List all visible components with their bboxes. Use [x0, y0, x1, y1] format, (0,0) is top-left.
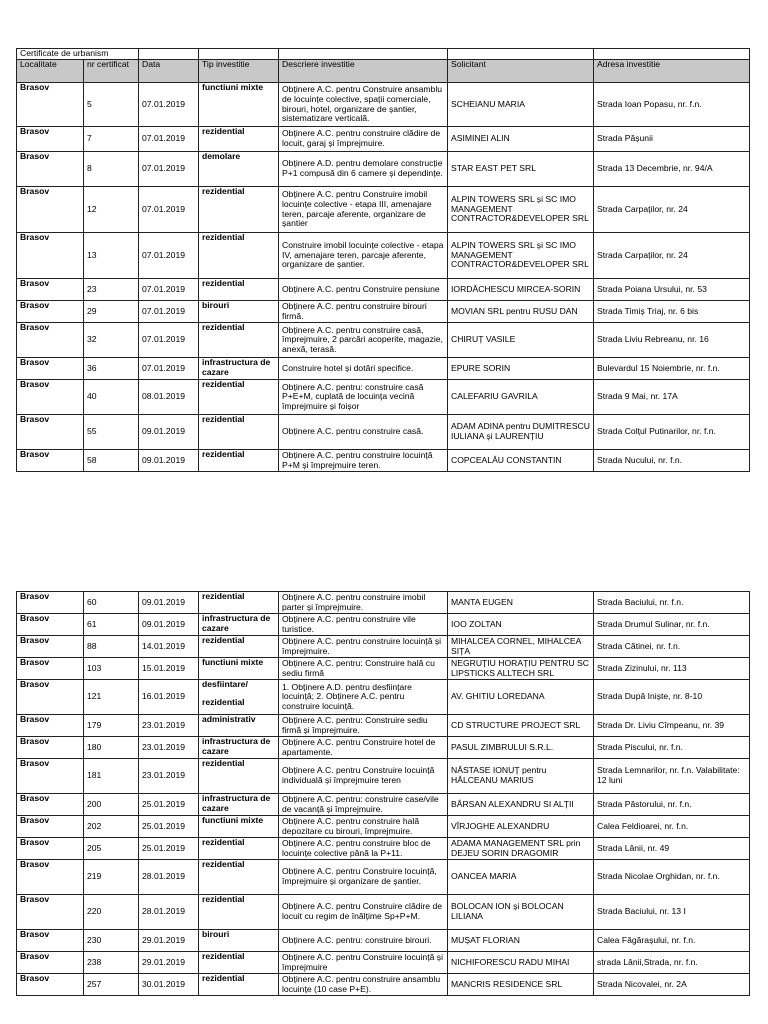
cell-localitate: Brasov [17, 415, 84, 450]
cell-solicitant: PASUL ZIMBRULUI S.R.L. [448, 737, 594, 759]
cell-adresa: Calea Feldioarei, nr. f.n. [594, 816, 750, 838]
cell-descriere: Obținere A.C. pentru construire birouri firmă. [279, 301, 448, 323]
table-row [17, 358, 750, 380]
table-row [17, 636, 750, 658]
cell-tip-investitie [199, 415, 279, 450]
tip-label: rezidential [202, 126, 245, 136]
cell-tip-investitie [199, 838, 279, 860]
cell-nr-certificat: 238 [84, 952, 139, 974]
cell-localitate: Brasov [17, 816, 84, 838]
cell-solicitant: BÂRSAN ALEXANDRU SI ALȚII [448, 794, 594, 816]
cell-adresa: Strada 13 Decembrie, nr. 94/A [594, 152, 750, 187]
cell-localitate: Brasov [17, 358, 84, 380]
cell-localitate: Brasov [17, 592, 84, 614]
cell-solicitant: NEGRUȚIU HORAȚIU PENTRU SC LIPSTICKS ALLTECH SRL [448, 658, 594, 680]
cell-tip-investitie [199, 952, 279, 974]
cell-solicitant: ASIMINEI ALIN [448, 127, 594, 152]
table-row [17, 895, 750, 930]
cell-adresa: strada Lânii,Strada, nr. f.n. [594, 952, 750, 974]
cell-nr-certificat: 257 [84, 974, 139, 996]
table-row [17, 838, 750, 860]
table-row [17, 127, 750, 152]
tip-label: desfiintare/ [202, 679, 248, 689]
cell-nr-certificat: 205 [84, 838, 139, 860]
cell-descriere: Obținere A.C. pentru Construire locuință individuală și împrejmuire teren [279, 759, 448, 794]
cell-tip-investitie [199, 759, 279, 794]
cell-solicitant: ADAM ADINA pentru DUMITRESCU IULIANA și LAURENȚIU [448, 415, 594, 450]
cell-adresa: Strada Lânii, nr. 49 [594, 838, 750, 860]
cell-nr-certificat: 219 [84, 860, 139, 895]
table-row [17, 279, 750, 301]
tip-label: administrativ [202, 714, 256, 724]
cell-nr-certificat: 32 [84, 323, 139, 358]
cell-solicitant: IORDĂCHESCU MIRCEA-SORIN [448, 279, 594, 301]
cell-adresa: Strada Piscului, nr. f.n. [594, 737, 750, 759]
cell-descriere: Obținere A.C. pentru: Construire hală cu sediu firmă [279, 658, 448, 680]
cell-adresa: Strada Ioan Popasu, nr. f.n. [594, 83, 750, 127]
cell-descriere: 1. Obținere A.D. pentru desființare locuință; 2. Obținere A.C. pentru construire locuință. [279, 680, 448, 715]
table-row [17, 680, 750, 715]
header-nr-certificat: nr certificat [84, 60, 139, 83]
cell-localitate: Brasov [17, 450, 84, 472]
cell-data: 23.01.2019 [139, 737, 199, 759]
cell-descriere: Obținere A.C. pentru: construire case/vile de vacanță și împrejmuire. [279, 794, 448, 816]
cell-localitate: Brasov [17, 127, 84, 152]
cell-data: 23.01.2019 [139, 759, 199, 794]
cell-descriere: Construire hotel și dotări specifice. [279, 358, 448, 380]
cell-tip-investitie [199, 895, 279, 930]
cell-descriere: Obținere A.C. pentru: construire casă P+E+M, cuplată de locuința vecină împrejmuire și foișor [279, 380, 448, 415]
cell-nr-certificat: 23 [84, 279, 139, 301]
table-row [17, 952, 750, 974]
cell-descriere: Obținere A.C. pentru Construire clădire de locuit cu regim de înălțime Sp+P+M. [279, 895, 448, 930]
cell-localitate: Brasov [17, 83, 84, 127]
cell-adresa: Strada Nicovalei, nr. 2A [594, 974, 750, 996]
cell-nr-certificat: 179 [84, 715, 139, 737]
cell-descriere: Obținere A.C. pentru construire bloc de locuințe colective până la P+11. [279, 838, 448, 860]
cell-descriere: Obținere A.C. pentru construire locuință P+M și împrejmuire teren. [279, 450, 448, 472]
cell-tip-investitie [199, 152, 279, 187]
cell-solicitant: CALEFARIU GAVRILA [448, 380, 594, 415]
cell-tip-investitie [199, 816, 279, 838]
cell-localitate: Brasov [17, 233, 84, 279]
table-row [17, 930, 750, 952]
cell-solicitant: NĂSTASE IONUȚ pentru HĂLCEANU MARIUS [448, 759, 594, 794]
tip-label: rezidential [202, 379, 245, 389]
cell-adresa: Strada Nicolae Orghidan, nr. f.n. [594, 860, 750, 895]
cell-localitate: Brasov [17, 860, 84, 895]
cell-nr-certificat: 220 [84, 895, 139, 930]
cell-localitate: Brasov [17, 930, 84, 952]
cell-localitate: Brasov [17, 759, 84, 794]
cell-adresa: Strada Baciului, nr. 13 I [594, 895, 750, 930]
cell-descriere: Obținere A.C. pentru Construire pensiune [279, 279, 448, 301]
cell-data: 09.01.2019 [139, 614, 199, 636]
table-row [17, 450, 750, 472]
table-row [17, 860, 750, 895]
cell-localitate: Brasov [17, 680, 84, 715]
cell-localitate: Brasov [17, 974, 84, 996]
table-row [17, 737, 750, 759]
tip-label: rezidential [202, 635, 245, 645]
table-row [17, 715, 750, 737]
tip-label: birouri [202, 929, 230, 939]
cell-nr-certificat: 230 [84, 930, 139, 952]
cell-data: 07.01.2019 [139, 152, 199, 187]
header-tip-investitie: Tip investitie [199, 60, 279, 83]
cell-data: 28.01.2019 [139, 895, 199, 930]
tip-label: rezidential [202, 186, 245, 196]
table-row [17, 380, 750, 415]
header-row [17, 60, 750, 83]
tip-label: rezidential [202, 591, 245, 601]
cell-descriere: Obținere A.D. pentru demolare construcție P+1 compusă din 6 camere și dependințe. [279, 152, 448, 187]
cell-adresa: Strada Timiș Triaj, nr. 6 bis [594, 301, 750, 323]
cell-nr-certificat: 180 [84, 737, 139, 759]
cell-tip-investitie [199, 279, 279, 301]
cell-localitate: Brasov [17, 152, 84, 187]
cell-tip-investitie [199, 636, 279, 658]
header-solicitant: Solicitant [448, 60, 594, 83]
cell-data: 25.01.2019 [139, 794, 199, 816]
tip-label: rezidential [202, 951, 245, 961]
cell-localitate: Brasov [17, 658, 84, 680]
cell-adresa: Strada Nucului, nr. f.n. [594, 450, 750, 472]
table-row [17, 816, 750, 838]
cell-tip-investitie [199, 737, 279, 759]
cell-localitate: Brasov [17, 301, 84, 323]
cell-descriere: Obținere A.C. pentru construire ansamblu locuințe (10 case P+E). [279, 974, 448, 996]
cell-adresa: Strada Colțul Putinarilor, nr. f.n. [594, 415, 750, 450]
cell-nr-certificat: 36 [84, 358, 139, 380]
cell-descriere: Obținere A.C. pentru construire locuință și împrejmuire. [279, 636, 448, 658]
cell-data: 29.01.2019 [139, 930, 199, 952]
cell-adresa: Strada 9 Mai, nr. 17A [594, 380, 750, 415]
cell-nr-certificat: 40 [84, 380, 139, 415]
cell-solicitant: EPURE SORIN [448, 358, 594, 380]
cell-tip-investitie [199, 680, 279, 715]
cell-localitate: Brasov [17, 614, 84, 636]
header-descriere-investitie: Descriere investitie [279, 60, 448, 83]
cell-solicitant: CHIRUȚ VASILE [448, 323, 594, 358]
cell-tip-investitie [199, 614, 279, 636]
cell-tip-investitie [199, 794, 279, 816]
cell-solicitant: MOVIAN SRL pentru RUSU DAN [448, 301, 594, 323]
cell-nr-certificat: 8 [84, 152, 139, 187]
cell-solicitant: COPCEALĂU CONSTANTIN [448, 450, 594, 472]
cell-adresa: Strada Carpaților, nr. 24 [594, 187, 750, 233]
cell-adresa: Strada Cătinei, nr. f.n. [594, 636, 750, 658]
table-row [17, 83, 750, 127]
table-row [17, 614, 750, 636]
tip-label: rezidential [202, 894, 245, 904]
cell-solicitant: AV. GHITIU LOREDANA [448, 680, 594, 715]
cell-solicitant: CD STRUCTURE PROJECT SRL [448, 715, 594, 737]
cell-adresa: Strada Drumul Sulinar, nr. f.n. [594, 614, 750, 636]
cell-solicitant: IOO ZOLTAN [448, 614, 594, 636]
table-row [17, 323, 750, 358]
tip-label: rezidential [202, 758, 245, 768]
caption-row [17, 49, 750, 60]
table-row [17, 301, 750, 323]
cell-solicitant: OANCEA MARIA [448, 860, 594, 895]
table-row [17, 592, 750, 614]
cell-data: 07.01.2019 [139, 83, 199, 127]
cell-nr-certificat: 202 [84, 816, 139, 838]
tip-label: infrastructura de cazare [202, 357, 271, 377]
cell-descriere: Obținere A.C. pentru construire clădire de locuit, garaj și împrejmuire. [279, 127, 448, 152]
cell-data: 14.01.2019 [139, 636, 199, 658]
table-row [17, 187, 750, 233]
cell-data: 07.01.2019 [139, 127, 199, 152]
tip-label: infrastructura de cazare [202, 613, 271, 633]
cell-adresa: Strada Pășunii [594, 127, 750, 152]
cell-localitate: Brasov [17, 380, 84, 415]
cell-nr-certificat: 121 [84, 680, 139, 715]
tip-label: rezidential [202, 322, 245, 332]
cell-localitate: Brasov [17, 279, 84, 301]
cell-localitate: Brasov [17, 794, 84, 816]
cell-tip-investitie [199, 658, 279, 680]
tip-label: birouri [202, 300, 230, 310]
cell-solicitant: ADAMA MANAGEMENT SRL prin DEJEU SORIN DRAGOMIR [448, 838, 594, 860]
cell-tip-investitie [199, 592, 279, 614]
cell-adresa: Strada După Iniște, nr. 8-10 [594, 680, 750, 715]
tip-label: rezidential [202, 278, 245, 288]
cell-data: 25.01.2019 [139, 838, 199, 860]
tip-label: functiuni mixte [202, 82, 264, 92]
cell-data: 09.01.2019 [139, 592, 199, 614]
cell-nr-certificat: 181 [84, 759, 139, 794]
permits-table-bottom [16, 591, 750, 996]
cell-nr-certificat: 29 [84, 301, 139, 323]
cell-descriere: Obținere A.C. pentru construire hală depozitare cu birouri, împrejmuire. [279, 816, 448, 838]
cell-descriere: Obținere A.C. pentru construire imobil parter și împrejmuire. [279, 592, 448, 614]
cell-descriere: Obținere A.C. pentru construire casă, împrejmuire, 2 parcări acoperite, magazie, anexă, terasă. [279, 323, 448, 358]
table-caption: Certificate de urbanism [17, 49, 139, 60]
cell-adresa: Strada Păstorului, nr. f.n. [594, 794, 750, 816]
cell-data: 07.01.2019 [139, 187, 199, 233]
cell-data: 07.01.2019 [139, 233, 199, 279]
table-row [17, 759, 750, 794]
cell-localitate: Brasov [17, 187, 84, 233]
cell-solicitant: NICHIFORESCU RADU MIHAI [448, 952, 594, 974]
cell-tip-investitie [199, 715, 279, 737]
cell-solicitant: MANCRIS RESIDENCE SRL [448, 974, 594, 996]
cell-tip-investitie [199, 860, 279, 895]
cell-solicitant: STAR EAST PET SRL [448, 152, 594, 187]
cell-descriere: Obținere A.C. pentru: Construire sediu firmă și împrejmuire. [279, 715, 448, 737]
tip-label: functiuni mixte [202, 657, 264, 667]
cell-nr-certificat: 61 [84, 614, 139, 636]
cell-adresa: Strada Dr. Liviu Cîmpeanu, nr. 39 [594, 715, 750, 737]
cell-localitate: Brasov [17, 838, 84, 860]
tip-label: infrastructura de cazare [202, 736, 271, 756]
cell-descriere: Obținere A.C. pentru Construire imobil locuințe colective - etapa III, amenajare teren, parcaje aferente, organizare de șantier [279, 187, 448, 233]
cell-adresa: Strada Poiana Ursului, nr. 53 [594, 279, 750, 301]
cell-localitate: Brasov [17, 895, 84, 930]
cell-solicitant: ALPIN TOWERS SRL și SC IMO MANAGEMENT CONTRACTOR&DEVELOPER SRL [448, 233, 594, 279]
cell-descriere: Obținere A.C. pentru: construire birouri. [279, 930, 448, 952]
cell-adresa: Strada Carpaților, nr. 24 [594, 233, 750, 279]
cell-tip-investitie [199, 450, 279, 472]
cell-data: 07.01.2019 [139, 358, 199, 380]
cell-localitate: Brasov [17, 952, 84, 974]
cell-tip-investitie [199, 301, 279, 323]
tip-label: rezidential [202, 232, 245, 242]
cell-tip-investitie [199, 127, 279, 152]
cell-descriere: Obținere A.C. pentru construire vile turistice. [279, 614, 448, 636]
cell-adresa: Bulevardul 15 Noiembrie, nr. f.n. [594, 358, 750, 380]
cell-tip-investitie [199, 930, 279, 952]
cell-data: 15.01.2019 [139, 658, 199, 680]
cell-data: 07.01.2019 [139, 323, 199, 358]
cell-data: 09.01.2019 [139, 415, 199, 450]
cell-data: 07.01.2019 [139, 279, 199, 301]
cell-tip-investitie [199, 83, 279, 127]
cell-localitate: Brasov [17, 636, 84, 658]
tip-label: rezidential [202, 859, 245, 869]
header-localitate: Localitate [17, 60, 84, 83]
cell-adresa: Strada Zizinului, nr. 113 [594, 658, 750, 680]
cell-tip-investitie [199, 974, 279, 996]
tip-label: rezidential [202, 449, 245, 459]
cell-solicitant: BOLOCAN ION și BOLOCAN LILIANA [448, 895, 594, 930]
cell-solicitant: SCHEIANU MARIA [448, 83, 594, 127]
cell-data: 30.01.2019 [139, 974, 199, 996]
table-row [17, 233, 750, 279]
cell-descriere: Obținere A.C. pentru Construire locuință și împrejmuire [279, 952, 448, 974]
table-row [17, 658, 750, 680]
cell-descriere: Obținere A.C. pentru Construire ansamblu de locuințe colective, spații comerciale, birouri, hotel, organizare de șantier, sistematizare verticală. [279, 83, 448, 127]
header-data: Data [139, 60, 199, 83]
cell-data: 07.01.2019 [139, 301, 199, 323]
cell-adresa: Strada Baciului, nr. f.n. [594, 592, 750, 614]
cell-descriere: Obținere A.C. pentru construire casă. [279, 415, 448, 450]
tip-label-secondary: rezidential [202, 696, 245, 707]
permits-table-top [16, 48, 750, 472]
cell-localitate: Brasov [17, 715, 84, 737]
tip-label: rezidential [202, 837, 245, 847]
table-row [17, 152, 750, 187]
cell-solicitant: ALPIN TOWERS SRL și SC IMO MANAGEMENT CONTRACTOR&DEVELOPER SRL [448, 187, 594, 233]
cell-localitate: Brasov [17, 737, 84, 759]
cell-solicitant: MANTA EUGEN [448, 592, 594, 614]
cell-nr-certificat: 58 [84, 450, 139, 472]
cell-nr-certificat: 12 [84, 187, 139, 233]
tip-label: infrastructura de cazare [202, 793, 271, 813]
cell-nr-certificat: 88 [84, 636, 139, 658]
cell-data: 16.01.2019 [139, 680, 199, 715]
cell-data: 23.01.2019 [139, 715, 199, 737]
cell-nr-certificat: 200 [84, 794, 139, 816]
cell-tip-investitie [199, 380, 279, 415]
cell-descriere: Construire imobil locuințe colective - etapa IV, amenajare teren, parcaje aferente, organizare de șantier. [279, 233, 448, 279]
cell-data: 25.01.2019 [139, 816, 199, 838]
cell-nr-certificat: 60 [84, 592, 139, 614]
cell-solicitant: VÎRJOGHE ALEXANDRU [448, 816, 594, 838]
cell-adresa: Strada Liviu Rebreanu, nr. 16 [594, 323, 750, 358]
tip-label: demolare [202, 151, 241, 161]
cell-data: 08.01.2019 [139, 380, 199, 415]
cell-data: 09.01.2019 [139, 450, 199, 472]
cell-nr-certificat: 13 [84, 233, 139, 279]
cell-tip-investitie [199, 233, 279, 279]
cell-nr-certificat: 5 [84, 83, 139, 127]
cell-descriere: Obținere A.C. pentru Construire locuință, împrejmuire și organizare de șantier. [279, 860, 448, 895]
tip-label: functiuni mixte [202, 815, 264, 825]
cell-adresa: Strada Lemnarilor, nr. f.n. Valabilitate: 12 luni [594, 759, 750, 794]
cell-data: 29.01.2019 [139, 952, 199, 974]
header-adresa-investitie: Adresa investitie [594, 60, 750, 83]
cell-nr-certificat: 103 [84, 658, 139, 680]
cell-solicitant: MIHALCEA CORNEL, MIHALCEA SIȚA [448, 636, 594, 658]
tip-label: rezidential [202, 973, 245, 983]
cell-tip-investitie [199, 358, 279, 380]
cell-data: 28.01.2019 [139, 860, 199, 895]
cell-adresa: Calea Făgărașului, nr. f.n. [594, 930, 750, 952]
cell-solicitant: MUȘAT FLORIAN [448, 930, 594, 952]
cell-descriere: Obținere A.C. pentru Construire hotel de apartamente. [279, 737, 448, 759]
cell-tip-investitie [199, 187, 279, 233]
table-row [17, 415, 750, 450]
table-row [17, 974, 750, 996]
cell-nr-certificat: 55 [84, 415, 139, 450]
cell-nr-certificat: 7 [84, 127, 139, 152]
table-row [17, 794, 750, 816]
cell-localitate: Brasov [17, 323, 84, 358]
tip-label: rezidential [202, 414, 245, 424]
cell-tip-investitie [199, 323, 279, 358]
